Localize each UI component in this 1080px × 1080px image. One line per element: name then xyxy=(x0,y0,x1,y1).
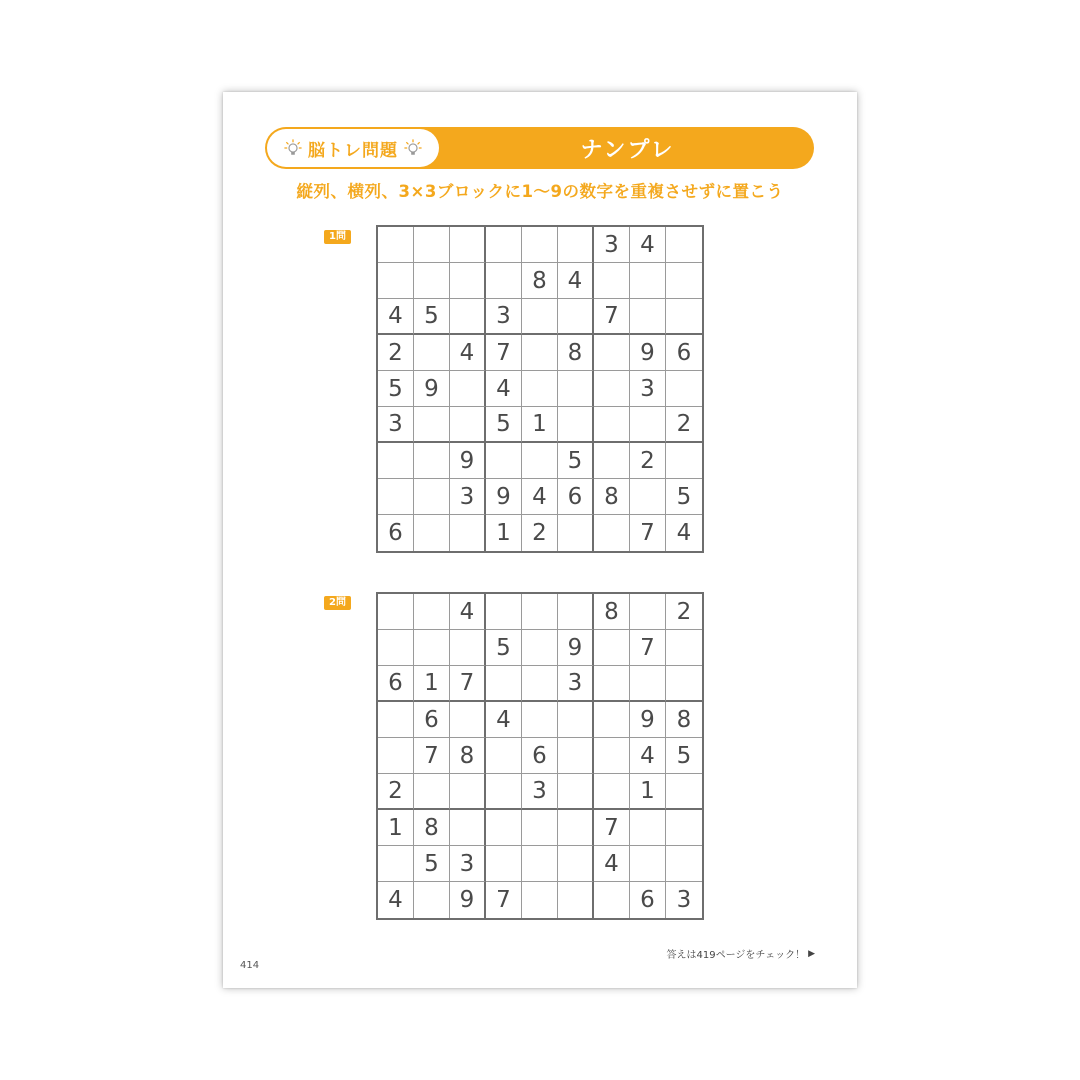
sudoku-cell[interactable]: 7 xyxy=(594,810,630,846)
sudoku-cell[interactable] xyxy=(666,227,702,263)
sudoku-cell[interactable] xyxy=(522,443,558,479)
sudoku-cell[interactable] xyxy=(414,443,450,479)
sudoku-cell[interactable] xyxy=(666,810,702,846)
sudoku-cell[interactable]: 3 xyxy=(558,666,594,702)
sudoku-cell[interactable] xyxy=(558,515,594,551)
sudoku-cell[interactable]: 3 xyxy=(630,371,666,407)
sudoku-cell[interactable]: 7 xyxy=(630,515,666,551)
sudoku-cell[interactable]: 3 xyxy=(450,479,486,515)
badge-label: 脳トレ問題 xyxy=(308,140,398,161)
sudoku-cell[interactable] xyxy=(594,515,630,551)
sudoku-cell[interactable] xyxy=(666,630,702,666)
puzzle-label: 2問 xyxy=(324,596,351,610)
sudoku-cell[interactable]: 7 xyxy=(630,630,666,666)
sudoku-cell[interactable]: 1 xyxy=(486,515,522,551)
instruction-text: 縦列、横列、3×3ブロックに1〜9の数字を重複させずに置こう xyxy=(296,182,784,201)
sudoku-cell[interactable]: 9 xyxy=(414,371,450,407)
sudoku-cell[interactable]: 1 xyxy=(522,407,558,443)
sudoku-cell[interactable] xyxy=(666,774,702,810)
sudoku-cell[interactable]: 4 xyxy=(450,335,486,371)
sudoku-cell[interactable]: 6 xyxy=(378,666,414,702)
sudoku-cell[interactable]: 3 xyxy=(594,227,630,263)
lightbulb-icon xyxy=(404,139,422,157)
sudoku-cell[interactable]: 9 xyxy=(450,443,486,479)
sudoku-cell[interactable]: 6 xyxy=(414,702,450,738)
sudoku-cell[interactable]: 4 xyxy=(522,479,558,515)
sudoku-cell[interactable]: 2 xyxy=(666,407,702,443)
sudoku-cell[interactable] xyxy=(630,479,666,515)
sudoku-cell[interactable] xyxy=(414,774,450,810)
sudoku-cell[interactable] xyxy=(594,702,630,738)
sudoku-cell[interactable] xyxy=(558,774,594,810)
sudoku-cell[interactable]: 1 xyxy=(630,774,666,810)
sudoku-grid[interactable] xyxy=(376,225,704,553)
sudoku-cell[interactable]: 6 xyxy=(558,479,594,515)
sudoku-cell[interactable] xyxy=(414,882,450,918)
sudoku-cell[interactable]: 4 xyxy=(630,738,666,774)
sudoku-cell[interactable] xyxy=(378,738,414,774)
sudoku-cell[interactable]: 4 xyxy=(486,702,522,738)
sudoku-cell[interactable] xyxy=(666,846,702,882)
sudoku-cell[interactable] xyxy=(378,263,414,299)
sudoku-cell[interactable] xyxy=(594,263,630,299)
sudoku-cell[interactable]: 2 xyxy=(378,774,414,810)
sudoku-cell[interactable]: 5 xyxy=(666,738,702,774)
sudoku-cell[interactable]: 8 xyxy=(666,702,702,738)
sudoku-cell[interactable] xyxy=(450,407,486,443)
sudoku-cell[interactable] xyxy=(594,882,630,918)
sudoku-cell[interactable]: 7 xyxy=(450,666,486,702)
sudoku-cell[interactable] xyxy=(522,810,558,846)
sudoku-cell[interactable]: 2 xyxy=(630,443,666,479)
sudoku-cell[interactable] xyxy=(450,630,486,666)
category-badge xyxy=(267,129,439,167)
sudoku-cell[interactable]: 8 xyxy=(594,594,630,630)
sudoku-cell[interactable] xyxy=(486,774,522,810)
sudoku-cell[interactable]: 8 xyxy=(450,738,486,774)
page-title: ナンプレ xyxy=(580,137,675,163)
sudoku-cell[interactable] xyxy=(378,630,414,666)
sudoku-cell[interactable] xyxy=(522,371,558,407)
sudoku-cell[interactable]: 2 xyxy=(378,335,414,371)
sudoku-cell[interactable]: 9 xyxy=(486,479,522,515)
sudoku-cell[interactable]: 4 xyxy=(450,594,486,630)
sudoku-cell[interactable]: 7 xyxy=(594,299,630,335)
sudoku-cell[interactable] xyxy=(522,299,558,335)
triangle-right-icon: ▶ xyxy=(808,948,815,959)
sudoku-cell[interactable]: 6 xyxy=(522,738,558,774)
sudoku-cell[interactable] xyxy=(630,810,666,846)
sudoku-cell[interactable] xyxy=(378,479,414,515)
sudoku-cell[interactable] xyxy=(630,299,666,335)
sudoku-cell[interactable]: 7 xyxy=(414,738,450,774)
sudoku-cell[interactable] xyxy=(558,846,594,882)
sudoku-cell[interactable]: 5 xyxy=(666,479,702,515)
sudoku-cell[interactable] xyxy=(630,666,666,702)
sudoku-cell[interactable]: 8 xyxy=(414,810,450,846)
sudoku-cell[interactable] xyxy=(558,594,594,630)
sudoku-cell[interactable]: 1 xyxy=(414,666,450,702)
sudoku-cell[interactable]: 9 xyxy=(450,882,486,918)
sudoku-cell[interactable]: 4 xyxy=(676,520,692,546)
sudoku-cell[interactable] xyxy=(594,443,630,479)
sudoku-cell[interactable] xyxy=(450,810,486,846)
book-page xyxy=(223,92,857,988)
sudoku-cell[interactable] xyxy=(666,443,702,479)
sudoku-cell[interactable] xyxy=(594,335,630,371)
sudoku-cell[interactable] xyxy=(594,371,630,407)
sudoku-cell[interactable] xyxy=(414,594,450,630)
sudoku-cell[interactable]: 4 xyxy=(594,846,630,882)
footer-text: 答えは419ページをチェック！ xyxy=(666,950,806,961)
sudoku-cell[interactable]: 4 xyxy=(486,371,522,407)
sudoku-cell[interactable] xyxy=(558,299,594,335)
sudoku-cell[interactable]: 6 xyxy=(666,335,702,371)
lightbulb-icon xyxy=(284,139,302,157)
sudoku-cell[interactable] xyxy=(522,335,558,371)
sudoku-cell[interactable] xyxy=(486,846,522,882)
sudoku-cell[interactable] xyxy=(450,227,486,263)
sudoku-cell[interactable]: 8 xyxy=(522,263,558,299)
sudoku-cell[interactable] xyxy=(450,774,486,810)
page-number: 414 xyxy=(240,960,260,971)
sudoku-cell[interactable]: 4 xyxy=(558,263,594,299)
sudoku-cell[interactable] xyxy=(522,227,558,263)
sudoku-cell[interactable]: 4 xyxy=(378,299,414,335)
sudoku-cell[interactable] xyxy=(666,263,702,299)
sudoku-cell[interactable] xyxy=(414,263,450,299)
sudoku-cell[interactable] xyxy=(558,738,594,774)
sudoku-cell[interactable] xyxy=(558,371,594,407)
sudoku-cell[interactable]: 9 xyxy=(630,335,666,371)
sudoku-cell[interactable] xyxy=(414,515,450,551)
sudoku-cell[interactable] xyxy=(378,443,414,479)
sudoku-cell[interactable] xyxy=(522,666,558,702)
sudoku-cell[interactable]: 5 xyxy=(486,630,522,666)
sudoku-cell[interactable] xyxy=(414,227,450,263)
sudoku-cell[interactable] xyxy=(486,810,522,846)
title-banner xyxy=(265,127,814,169)
sudoku-cell[interactable]: 2 xyxy=(522,515,558,551)
sudoku-cell[interactable] xyxy=(666,371,702,407)
sudoku-cell[interactable] xyxy=(558,407,594,443)
sudoku-cell[interactable]: 8 xyxy=(594,479,630,515)
sudoku-cell[interactable] xyxy=(630,594,666,630)
sudoku-cell[interactable] xyxy=(558,810,594,846)
sudoku-cell[interactable] xyxy=(414,407,450,443)
sudoku-cell[interactable]: 3 xyxy=(486,299,522,335)
sudoku-cell[interactable] xyxy=(630,407,666,443)
sudoku-cell[interactable]: 4 xyxy=(630,227,666,263)
sudoku-cell[interactable]: 3 xyxy=(676,887,692,913)
sudoku-cell[interactable]: 3 xyxy=(378,407,414,443)
sudoku-cell[interactable]: 9 xyxy=(558,630,594,666)
sudoku-cell[interactable]: 8 xyxy=(558,335,594,371)
sudoku-cell[interactable] xyxy=(450,515,486,551)
sudoku-cell[interactable] xyxy=(594,774,630,810)
puzzle-label: 1問 xyxy=(324,230,351,244)
sudoku-cell[interactable] xyxy=(630,846,666,882)
sudoku-cell[interactable] xyxy=(666,666,702,702)
sudoku-cell[interactable] xyxy=(414,335,450,371)
sudoku-cell[interactable]: 9 xyxy=(630,702,666,738)
sudoku-cell[interactable] xyxy=(486,227,522,263)
sudoku-cell[interactable]: 3 xyxy=(522,774,558,810)
sudoku-cell[interactable] xyxy=(558,227,594,263)
sudoku-cell[interactable] xyxy=(522,846,558,882)
sudoku-cell[interactable]: 5 xyxy=(414,299,450,335)
sudoku-cell[interactable]: 3 xyxy=(450,846,486,882)
sudoku-cell[interactable] xyxy=(450,702,486,738)
sudoku-cell[interactable] xyxy=(522,882,558,918)
sudoku-cell[interactable] xyxy=(486,263,522,299)
sudoku-cell[interactable]: 1 xyxy=(378,810,414,846)
sudoku-cell[interactable] xyxy=(558,882,594,918)
sudoku-cell[interactable] xyxy=(594,738,630,774)
sudoku-cell[interactable] xyxy=(450,263,486,299)
sudoku-cell[interactable] xyxy=(558,702,594,738)
sudoku-cell[interactable] xyxy=(414,479,450,515)
sudoku-cell[interactable] xyxy=(378,594,414,630)
sudoku-cell[interactable] xyxy=(594,666,630,702)
sudoku-cell[interactable] xyxy=(378,846,414,882)
sudoku-cell[interactable] xyxy=(414,630,450,666)
sudoku-cell[interactable]: 6 xyxy=(630,882,666,918)
sudoku-cell[interactable] xyxy=(594,407,630,443)
sudoku-cell[interactable]: 5 xyxy=(486,407,522,443)
sudoku-cell[interactable] xyxy=(486,443,522,479)
sudoku-cell[interactable]: 4 xyxy=(378,882,414,918)
sudoku-cell[interactable] xyxy=(522,594,558,630)
sudoku-cell[interactable] xyxy=(666,299,702,335)
sudoku-cell[interactable] xyxy=(450,371,486,407)
sudoku-cell[interactable] xyxy=(378,702,414,738)
sudoku-cell[interactable]: 5 xyxy=(378,371,414,407)
sudoku-grid[interactable] xyxy=(376,592,704,920)
sudoku-cell[interactable] xyxy=(378,227,414,263)
sudoku-cell[interactable]: 2 xyxy=(666,594,702,630)
sudoku-cell[interactable] xyxy=(630,263,666,299)
sudoku-cell[interactable] xyxy=(450,299,486,335)
sudoku-cell[interactable]: 6 xyxy=(378,515,414,551)
sudoku-cell[interactable] xyxy=(486,738,522,774)
sudoku-cell[interactable]: 5 xyxy=(414,846,450,882)
sudoku-cell[interactable] xyxy=(486,594,522,630)
sudoku-cell[interactable] xyxy=(522,702,558,738)
sudoku-cell[interactable]: 7 xyxy=(486,882,522,918)
sudoku-cell[interactable] xyxy=(486,666,522,702)
answer-footer xyxy=(666,946,815,961)
sudoku-cell[interactable] xyxy=(522,630,558,666)
sudoku-cell[interactable]: 5 xyxy=(558,443,594,479)
sudoku-cell[interactable] xyxy=(594,630,630,666)
sudoku-cell[interactable]: 7 xyxy=(486,335,522,371)
